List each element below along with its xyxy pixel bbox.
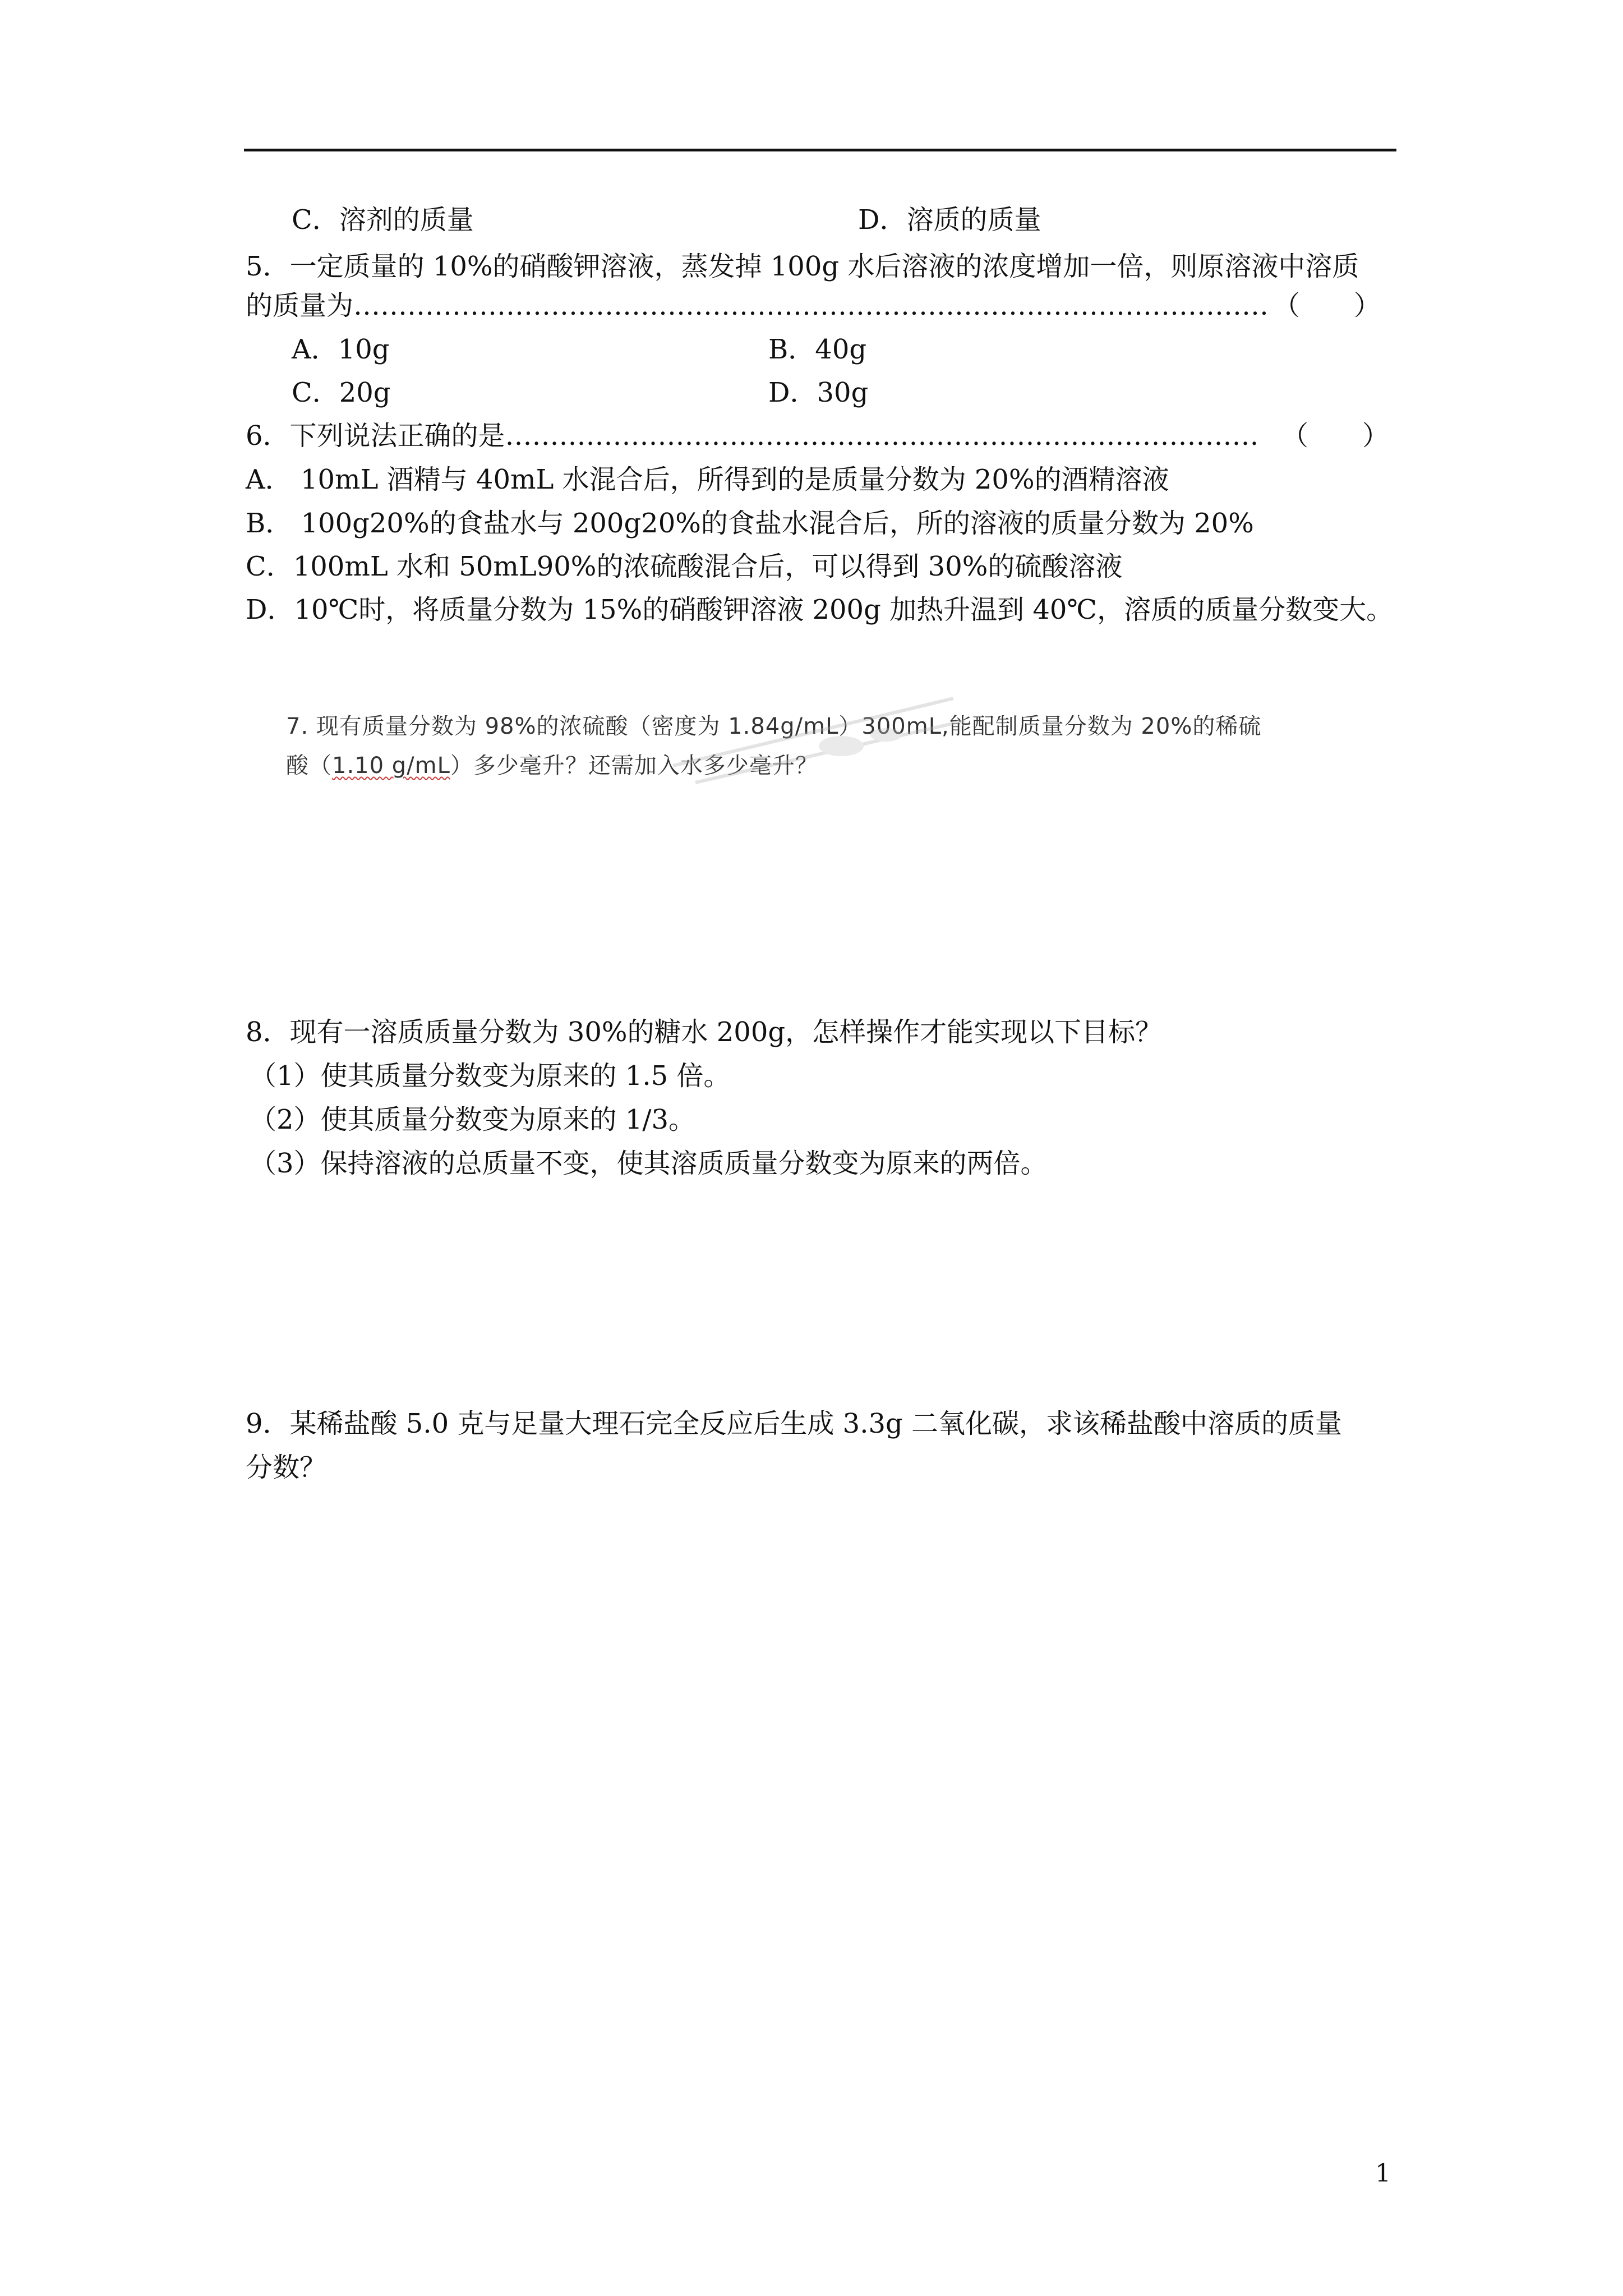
q5-option-d: D．30g [768,377,869,408]
q5-answer-paren: （ ） [1273,290,1381,321]
q8-item-3: （3）保持溶液的总质量不变，使其溶质质量分数变为原来的两倍。 [250,1148,1048,1179]
q6-option-a: A． 10mL 酒精与 40mL 水混合后，所得到的是质量分数为 20%的酒精溶液 [246,464,1169,495]
q5-option-b: B．40g [768,334,867,365]
q5-stem-line1: 5．一定质量的 10%的硝酸钾溶液，蒸发掉 100g 水后溶液的浓度增加一倍，则原溶液中溶质 [246,251,1359,282]
q9-stem-line1: 9．某稀盐酸 5.0 克与足量大理石完全反应后生成 3.3g 二氧化碳，求该稀盐酸中溶质的质量 [246,1408,1342,1439]
q4-option-c: C．溶剂的质量 [292,204,474,236]
q7-line2-after: ）多少毫升？还需加入水多少毫升？ [450,753,818,779]
q6-option-b: B． 100g20%的食盐水与 200g20%的食盐水混合后，所的溶液的质量分数为 20% [246,508,1254,539]
q6-answer-paren: （ ） [1281,420,1390,452]
q8-stem: 8．现有一溶质质量分数为 30%的糖水 200g，怎样操作才能实现以下目标？ [246,1016,1163,1048]
q5-option-a: A．10g [292,334,390,365]
watermark-logo [662,682,976,794]
q6-option-d: D．10℃时，将质量分数为 15%的硝酸钾溶液 200g 加热升温到 40℃，溶质的质量分数变大。 [246,594,1394,625]
q8-item-1: （1）使其质量分数变为原来的 1.5 倍。 [250,1060,731,1092]
q5-stem-line2: 的质量为………………………………………………………………………………………… [246,290,1269,321]
header-rule [244,149,1396,151]
q4-option-d: D．溶质的质量 [858,204,1041,236]
q6-stem: 6．下列说法正确的是………………………………………………………………………… [246,420,1259,452]
q9-stem-line2: 分数？ [246,1452,327,1483]
q7-line2-before: 酸（ [286,753,332,779]
page-number: 1 [1375,2159,1391,2188]
q7-line1: 7. 现有质量分数为 98%的浓硫酸（密度为 1.84g/mL）300mL,能配制质量分数为 20%的稀硫 [286,714,1262,739]
q7-density: 1.10 g/mL [332,753,450,779]
q6-option-c: C．100mL 水和 50mL90%的浓硫酸混合后，可以得到 30%的硫酸溶液 [246,551,1123,582]
q5-option-c: C．20g [292,377,391,408]
q8-item-2: （2）使其质量分数变为原来的 1/3。 [250,1104,696,1135]
